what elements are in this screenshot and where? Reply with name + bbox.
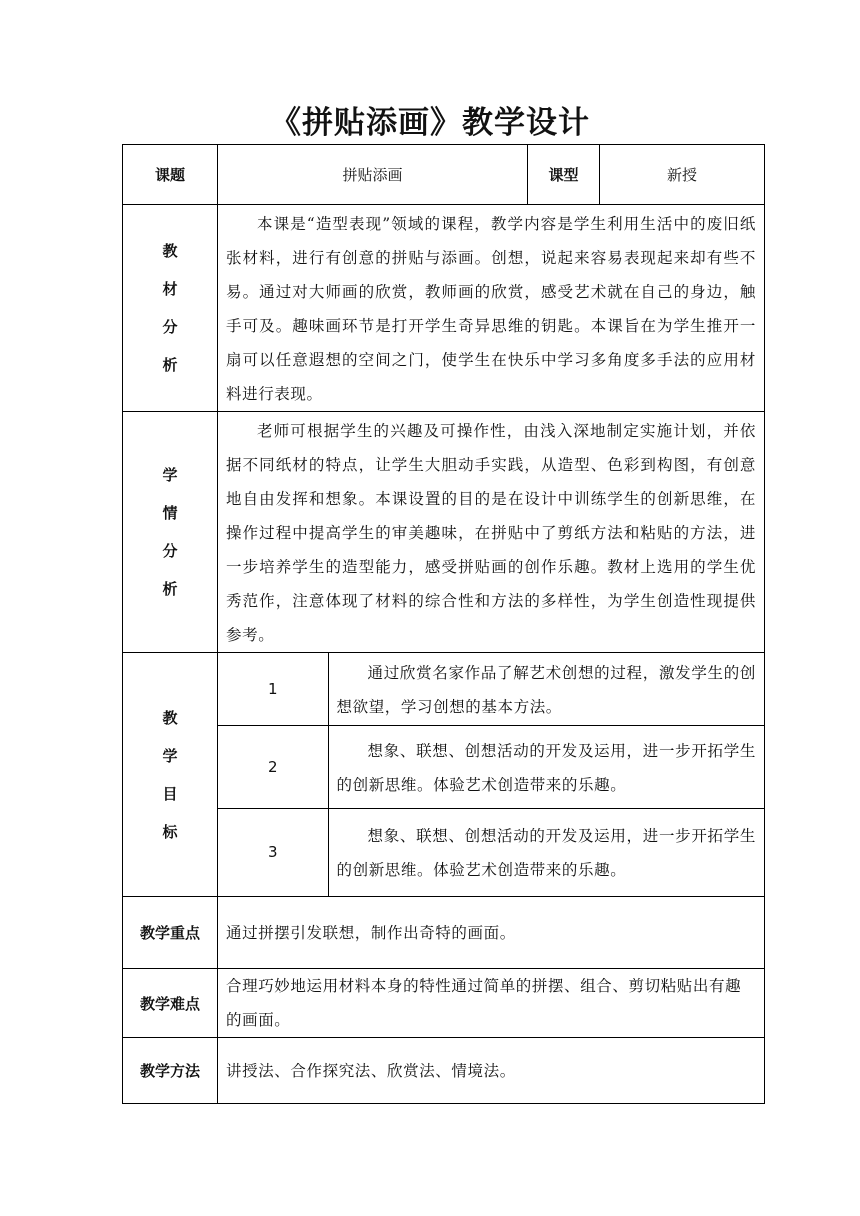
type-label: 课型 xyxy=(528,145,600,205)
material-analysis-label: 教 材 分 析 xyxy=(123,205,218,412)
key-points-text: 通过拼摆引发联想，制作出奇特的画面。 xyxy=(226,923,516,942)
objective-text: 通过欣赏名家作品了解艺术创想的过程，激发学生的创想欲望，学习创想的基本方法。 xyxy=(336,663,756,716)
objective-number: 1 xyxy=(218,653,328,725)
difficulties-label: 教学难点 xyxy=(123,969,218,1038)
material-analysis-text: 本课是“造型表现”领域的课程，教学内容是学生利用生活中的废旧纸张材料，进行有创意的拼贴与添画。创想，说起来容易表现起来却有些不易。通过对大师画的欣赏，教师画的欣赏，感受艺术就在自己的身边，触手可及。趣味画环节是打开学生奇异思维的钥匙。本课旨在为学生推开一扇可以任意遐想的空间之门，使学生在快乐中学习多角度多手法的应用材料进行表现。 xyxy=(226,215,756,403)
header-row xyxy=(123,145,765,205)
key-points-label: 教学重点 xyxy=(123,897,218,969)
objective-text-cell xyxy=(328,653,764,725)
material-analysis-row xyxy=(123,205,765,412)
objectives-label: 教 学 目 标 xyxy=(123,653,218,897)
student-analysis-row xyxy=(123,412,765,653)
methods-cell xyxy=(218,1038,765,1104)
objective-item xyxy=(218,725,764,808)
objective-number: 3 xyxy=(218,808,328,896)
objectives-cell xyxy=(218,653,765,897)
topic-label: 课题 xyxy=(123,145,218,205)
difficulties-text: 合理巧妙地运用材料本身的特性通过简单的拼摆、组合、剪切粘贴出有趣的画面。 xyxy=(226,977,742,1029)
methods-label: 教学方法 xyxy=(123,1038,218,1104)
objective-item xyxy=(218,808,764,896)
lesson-plan-table xyxy=(122,144,765,1104)
type-value: 新授 xyxy=(600,145,765,205)
student-analysis-label: 学 情 分 析 xyxy=(123,412,218,653)
methods-row xyxy=(123,1038,765,1104)
document-title: 《拼贴添画》教学设计 xyxy=(270,105,590,141)
student-analysis-cell xyxy=(218,412,765,653)
objective-text-cell xyxy=(328,808,764,896)
key-points-row xyxy=(123,897,765,969)
objective-text: 想象、联想、创想活动的开发及运用，进一步开拓学生的创新思维。体验艺术创造带来的乐趣。 xyxy=(336,741,756,794)
objective-text-cell xyxy=(328,725,764,808)
key-points-cell xyxy=(218,897,765,969)
difficulties-row xyxy=(123,969,765,1038)
objective-item xyxy=(218,653,764,725)
objective-number: 2 xyxy=(218,725,328,808)
objectives-row xyxy=(123,653,765,897)
objective-text: 想象、联想、创想活动的开发及运用，进一步开拓学生的创新思维。体验艺术创造带来的乐趣。 xyxy=(336,827,756,880)
material-analysis-cell xyxy=(218,205,765,412)
difficulties-cell xyxy=(218,969,765,1038)
methods-text: 讲授法、合作探究法、欣赏法、情境法。 xyxy=(226,1061,516,1080)
objectives-list xyxy=(218,653,764,896)
topic-value: 拼贴添画 xyxy=(218,145,528,205)
student-analysis-text: 老师可根据学生的兴趣及可操作性，由浅入深地制定实施计划，并依据不同纸材的特点，让学生大胆动手实践，从造型、色彩到构图，有创意地自由发挥和想象。本课设置的目的是在设计中训练学生的创新思维，在操作过程中提高学生的审美趣味，在拼贴中了剪纸方法和粘贴的方法，进一步培养学生的造型能力，感受拼贴画的创作乐趣。教材上选用的学生优秀范作，注意体现了材料的综合性和方法的多样性，为学生创造性现提供参考。 xyxy=(226,422,756,644)
